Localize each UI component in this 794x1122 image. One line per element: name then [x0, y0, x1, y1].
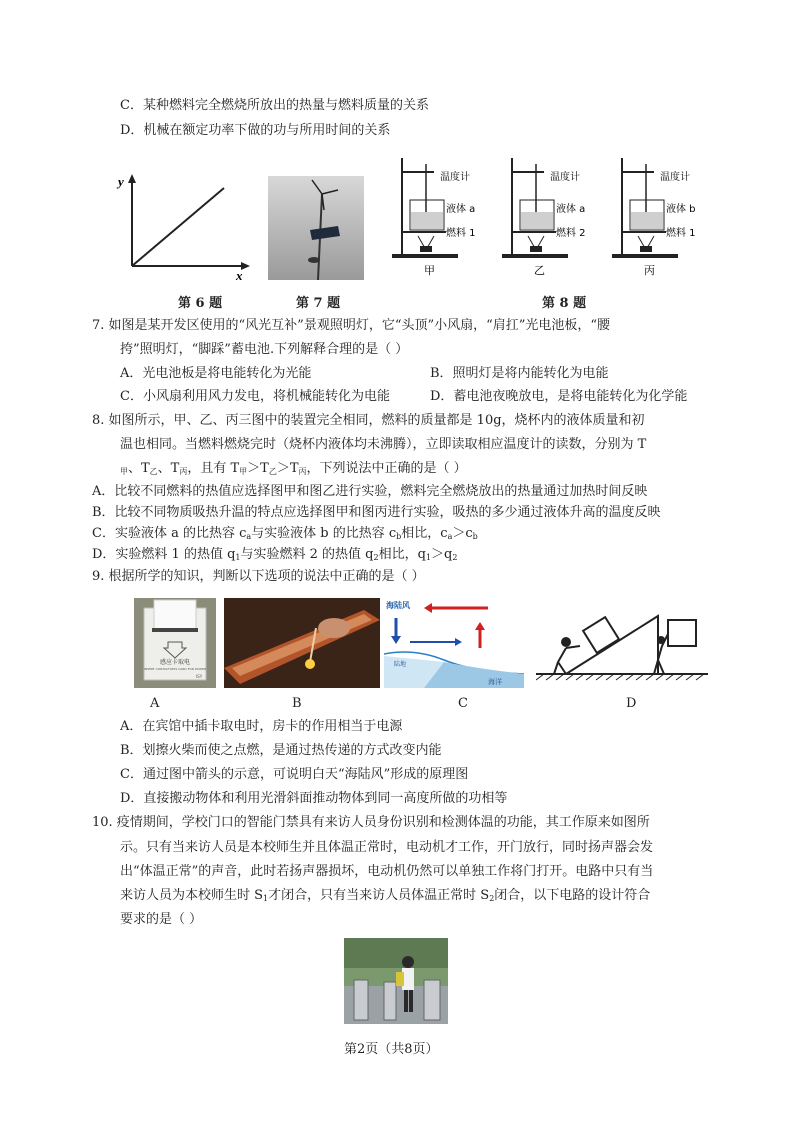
q8-stem-3: $_甲$、$T_乙$、$T_丙$，且有 $T_甲>T_乙>T_丙$，下列说法中正确的是（ ） [120, 461, 467, 476]
q7-stem-2: 挎”照明灯，“脚踩”蓄电池.下列解释合理的是（ ） [120, 342, 409, 357]
q9-label-d: D [626, 696, 637, 711]
svg-text:海陆风: 海陆风 [386, 601, 410, 610]
q10-photo-gate [344, 938, 448, 1024]
q9-image-c-sea-breeze [384, 596, 524, 688]
q8-option-c: C．实验液体 a 的比热容 $c_a$与实验液体 b 的比热容 $c_b$相比，$c_a>c_b$ [92, 526, 478, 541]
q7-option-c: C．小风扇利用风力发电，将机械能转化为电能 [120, 389, 390, 404]
svg-text:燃料 1: 燃料 1 [446, 228, 476, 239]
fig7-label: 第 7 题 [296, 296, 341, 311]
svg-text:乙: 乙 [534, 264, 545, 277]
apparatus-jia [392, 158, 476, 277]
svg-text:温度计: 温度计 [440, 172, 470, 183]
q9-label-c: C [458, 696, 468, 711]
svg-text:燃料 2: 燃料 2 [556, 228, 586, 239]
apparatus-bing [612, 158, 696, 277]
q7-option-d: D．蓄电池夜晚放电，是将电能转化为化学能 [430, 389, 688, 404]
q10-stem-2: 示。只有当来访人员是本校师生并且体温正常时，电动机才工作，开门放行，同时扬声器会发 [120, 840, 654, 855]
q7-option-a: A．光电池板是将电能转化为光能 [120, 366, 312, 381]
svg-text:液体 a: 液体 a [446, 204, 476, 215]
q9-image-d-work [536, 600, 708, 682]
page-footer: 第2页（共8页） [344, 1042, 439, 1057]
q9-stem: 9. 根据所学的知识，判断以下选项的说法中正确的是（ ） [92, 569, 425, 584]
q8-stem-1: 8. 如图所示，甲、乙、丙三图中的装置完全相同，燃料的质量都是 10g，烧杯内的液体质量和初 [92, 413, 645, 428]
q9-option-a: A．在宾馆中插卡取电时，房卡的作用相当于电源 [120, 719, 403, 734]
q7-option-b: B．照明灯是将内能转化为电能 [430, 366, 609, 381]
q7-stem-1: 7. 如图是某开发区使用的“风光互补”景观照明灯，它“头顶”小风扇，“肩扛”光电池板，“腰 [92, 318, 611, 333]
q9-option-b: B．划擦火柴而使之点燃，是通过热传递的方式改变内能 [120, 743, 442, 758]
svg-text:ISY: ISY [196, 674, 203, 679]
fig6-graph [112, 170, 252, 280]
q8-option-d: D．实验燃料 1 的热值 $q_1$与实验燃料 2 的热值 $q_2$相比，$q_1>q_2$ [92, 547, 458, 562]
fig6-label: 第 6 题 [178, 296, 223, 311]
q8-option-b: B．比较不同物质吸热升温的特点应选择图甲和图丙进行实验，吸热的多少通过液体升高的温度反映 [92, 505, 661, 520]
apparatus-yi [502, 158, 586, 277]
q6-option-d: D．机械在额定功率下做的功与所用时间的关系 [120, 123, 391, 138]
x-axis-label: x [236, 268, 243, 280]
q9-image-b-match [224, 598, 380, 688]
svg-text:温度计: 温度计 [660, 172, 690, 183]
svg-text:感应卡取电: 感应卡取电 [159, 659, 191, 666]
fig7-photo [268, 176, 364, 280]
q9-option-d: D．直接搬动物体和利用光滑斜面推动物体到同一高度所做的功相等 [120, 791, 508, 806]
svg-text:温度计: 温度计 [550, 172, 580, 183]
svg-text:INSERT CONTACTLESS CARD FOR PO: INSERT CONTACTLESS CARD FOR POWER [144, 667, 206, 671]
graph-line [132, 188, 224, 266]
q10-stem-4: 来访人员为本校师生时 $S_1$才闭合，只有当来访人员体温正常时 $S_2$闭合，以下电路的设计符合 [120, 888, 651, 903]
svg-text:液体 a: 液体 a [556, 204, 586, 215]
q10-stem-3: 出“体温正常”的声音，此时若扬声器损坏，电动机仍然可以单独工作将门打开。电路中只有当 [120, 864, 654, 879]
q8-option-a: A．比较不同燃料的热值应选择图甲和图乙进行实验，燃料完全燃烧放出的热量通过加热时间反映 [92, 484, 648, 499]
svg-text:陆地: 陆地 [394, 661, 407, 668]
q9-label-a: A [150, 696, 160, 711]
q9-option-c: C．通过图中箭头的示意，可说明白天“海陆风”形成的原理图 [120, 767, 469, 782]
q9-label-b: B [292, 696, 302, 711]
q9-image-a-card-slot [134, 598, 216, 688]
q6-option-c: C．某种燃料完全燃烧所放出的热量与燃料质量的关系 [120, 98, 429, 113]
fig8-apparatus [388, 150, 718, 282]
y-axis-label: y [118, 174, 124, 189]
q8-stem-2: 温也相同。当燃料燃烧完时（烧杯内液体均未沸腾），立即读取相应温度计的读数，分别为 T [120, 437, 647, 452]
svg-text:丙: 丙 [644, 264, 655, 277]
fig8-label: 第 8 题 [542, 296, 587, 311]
svg-text:液体 b: 液体 b [666, 204, 696, 215]
svg-text:甲: 甲 [424, 264, 435, 277]
q10-stem-1: 10. 疫情期间，学校门口的智能门禁具有来访人员身份识别和检测体温的功能，其工作原来如图所 [92, 815, 650, 830]
svg-text:燃料 1: 燃料 1 [666, 228, 696, 239]
svg-text:海洋: 海洋 [488, 678, 502, 686]
q10-stem-5: 要求的是（ ） [120, 912, 203, 927]
